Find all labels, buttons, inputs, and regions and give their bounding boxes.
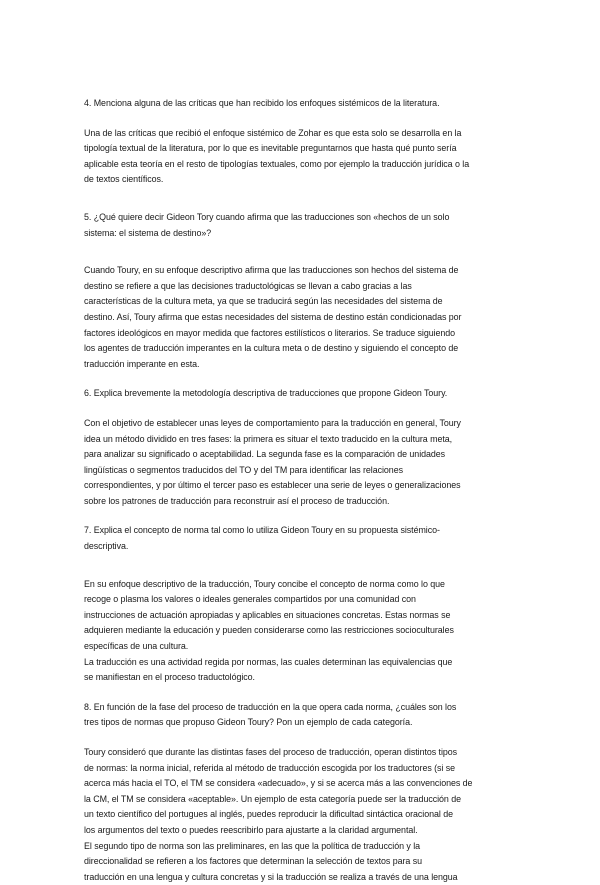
answer-8 xyxy=(84,745,522,885)
answer-line: destino. Así, Toury afirma que estas necesidades del sistema de destino están condicionadas por xyxy=(84,311,462,322)
answer-line: idea un método dividido en tres fases: la primera es situar el texto traducido en la cultura meta, xyxy=(84,433,453,444)
answer-line: de textos científicos. xyxy=(84,174,164,185)
answer-line: El segundo tipo de norma son las preliminares, en las que la política de traducción y la xyxy=(84,840,421,851)
answer-line: destino se refiere a que las decisiones traductológicas se llevan a cabo gracias a las xyxy=(84,280,412,291)
answer-line: traducción imperante en esta. xyxy=(84,358,200,369)
answer-6 xyxy=(84,416,522,510)
answer-line: los argumentos del texto o puedes reescribirlo para ajustarte a la claridad argumental. xyxy=(84,824,418,835)
question-line: 5. ¿Qué quiere decir Gideon Tory cuando afirma que las traducciones son «hechos de un solo xyxy=(84,211,450,222)
question-7 xyxy=(84,523,522,554)
answer-line: correspondientes, y por último el tercer paso es establecer una serie de leyes o generalizaciones xyxy=(84,480,461,491)
answer-line: sobre los patrones de traducción para reconstruir así el proceso de traducción. xyxy=(84,495,390,506)
answer-line: instrucciones de actuación apropiadas y aplicables en situaciones concretas. Estas normas se xyxy=(84,609,451,620)
answer-line: la CM, el TM se considera «aceptable». Un ejemplo de esta categoría puede ser la traducción de xyxy=(84,793,461,804)
answer-line: los agentes de traducción imperantes en la cultura meta o de destino y siguiendo el concepto de xyxy=(84,343,459,354)
answer-line: aplicable esta teoría en el resto de tipologías textuales, como por ejemplo la traducción jurídica o la xyxy=(84,158,470,169)
question-line: 7. Explica el concepto de norma tal como lo utiliza Gideon Toury en su propuesta sistémico- xyxy=(84,525,440,536)
question-8 xyxy=(84,700,522,731)
question-line: tres tipos de normas que propuso Gideon Toury? Pon un ejemplo de cada categoría. xyxy=(84,717,413,728)
question-line: sistema: el sistema de destino»? xyxy=(84,227,212,238)
question-line: 8. En función de la fase del proceso de traducción en la que opera cada norma, ¿cuáles son los xyxy=(84,701,457,712)
answer-line: recoge o plasma los valores o ideales generales compartidos por una comunidad con xyxy=(84,594,416,605)
answer-line: acerca más hacia el TO, el TM se considera «adecuado», y si se acerca más a las convenciones de xyxy=(84,778,473,789)
answer-line: Una de las críticas que recibió el enfoque sistémico de Zohar es que esta solo se desarrolla en la xyxy=(84,127,462,138)
answer-line: de normas: la norma inicial, referida al método de traducción escogida por los traductores (si se xyxy=(84,762,456,773)
answer-line: En su enfoque descriptivo de la traducción, Toury concibe el concepto de norma como lo que xyxy=(84,578,445,589)
answer-line: específicas de una cultura. xyxy=(84,641,189,652)
answer-5 xyxy=(84,263,522,372)
answer-line: para analizar su significado o aceptabilidad. La segunda fase es la comparación de unidades xyxy=(84,449,446,460)
answer-line: Toury consideró que durante las distintas fases del proceso de traducción, operan distintos tipos xyxy=(84,747,458,757)
question-6 xyxy=(84,386,522,402)
question-line: 4. Menciona alguna de las críticas que han recibido los enfoques sistémicos de la literatura. xyxy=(84,98,440,108)
question-5 xyxy=(84,210,522,241)
answer-line: traducción en una lengua y cultura concretas y si la traducción se realiza a través de una lengua xyxy=(84,871,458,882)
question-4 xyxy=(84,96,522,112)
answer-line: lingüísticas o segmentos traducidos del TO y del TM para identificar las relaciones xyxy=(84,464,403,475)
answer-line: factores ideológicos en mayor medida que factores estilísticos o literarios. Se traduce siguiendo xyxy=(84,327,456,338)
answer-line: se manifiestan en el proceso traductológico. xyxy=(84,672,255,683)
answer-4 xyxy=(84,126,522,188)
answer-line: Cuando Toury, en su enfoque descriptivo afirma que las traducciones son hechos del sistema de xyxy=(84,265,459,276)
answer-line: Con el objetivo de establecer unas leyes de comportamiento para la traducción en general, Toury xyxy=(84,417,461,428)
answer-line: La traducción es una actividad regida por normas, las cuales determinan las equivalencias que xyxy=(84,656,453,667)
question-line: 6. Explica brevemente la metodología descriptiva de traducciones que propone Gideon Toury. xyxy=(84,388,448,399)
answer-line: direccionalidad se refieren a los factores que determinan la selección de textos para su xyxy=(84,856,422,867)
question-line: descriptiva. xyxy=(84,541,129,552)
answer-line: un texto científico del portugues al inglés, puedes reproducir la dificultad sintáctica oracional de xyxy=(84,809,453,820)
answer-line: adquieren mediante la educación y pueden considerarse como las restricciones socioculturales xyxy=(84,625,454,636)
answer-line: tipología textual de la literatura, por lo que es inevitable preguntarnos que hasta qué punto sería xyxy=(84,143,457,154)
answer-line: características de la cultura meta, ya que se traducirá según las necesidades del sistema de xyxy=(84,296,443,307)
answer-7 xyxy=(84,577,522,686)
